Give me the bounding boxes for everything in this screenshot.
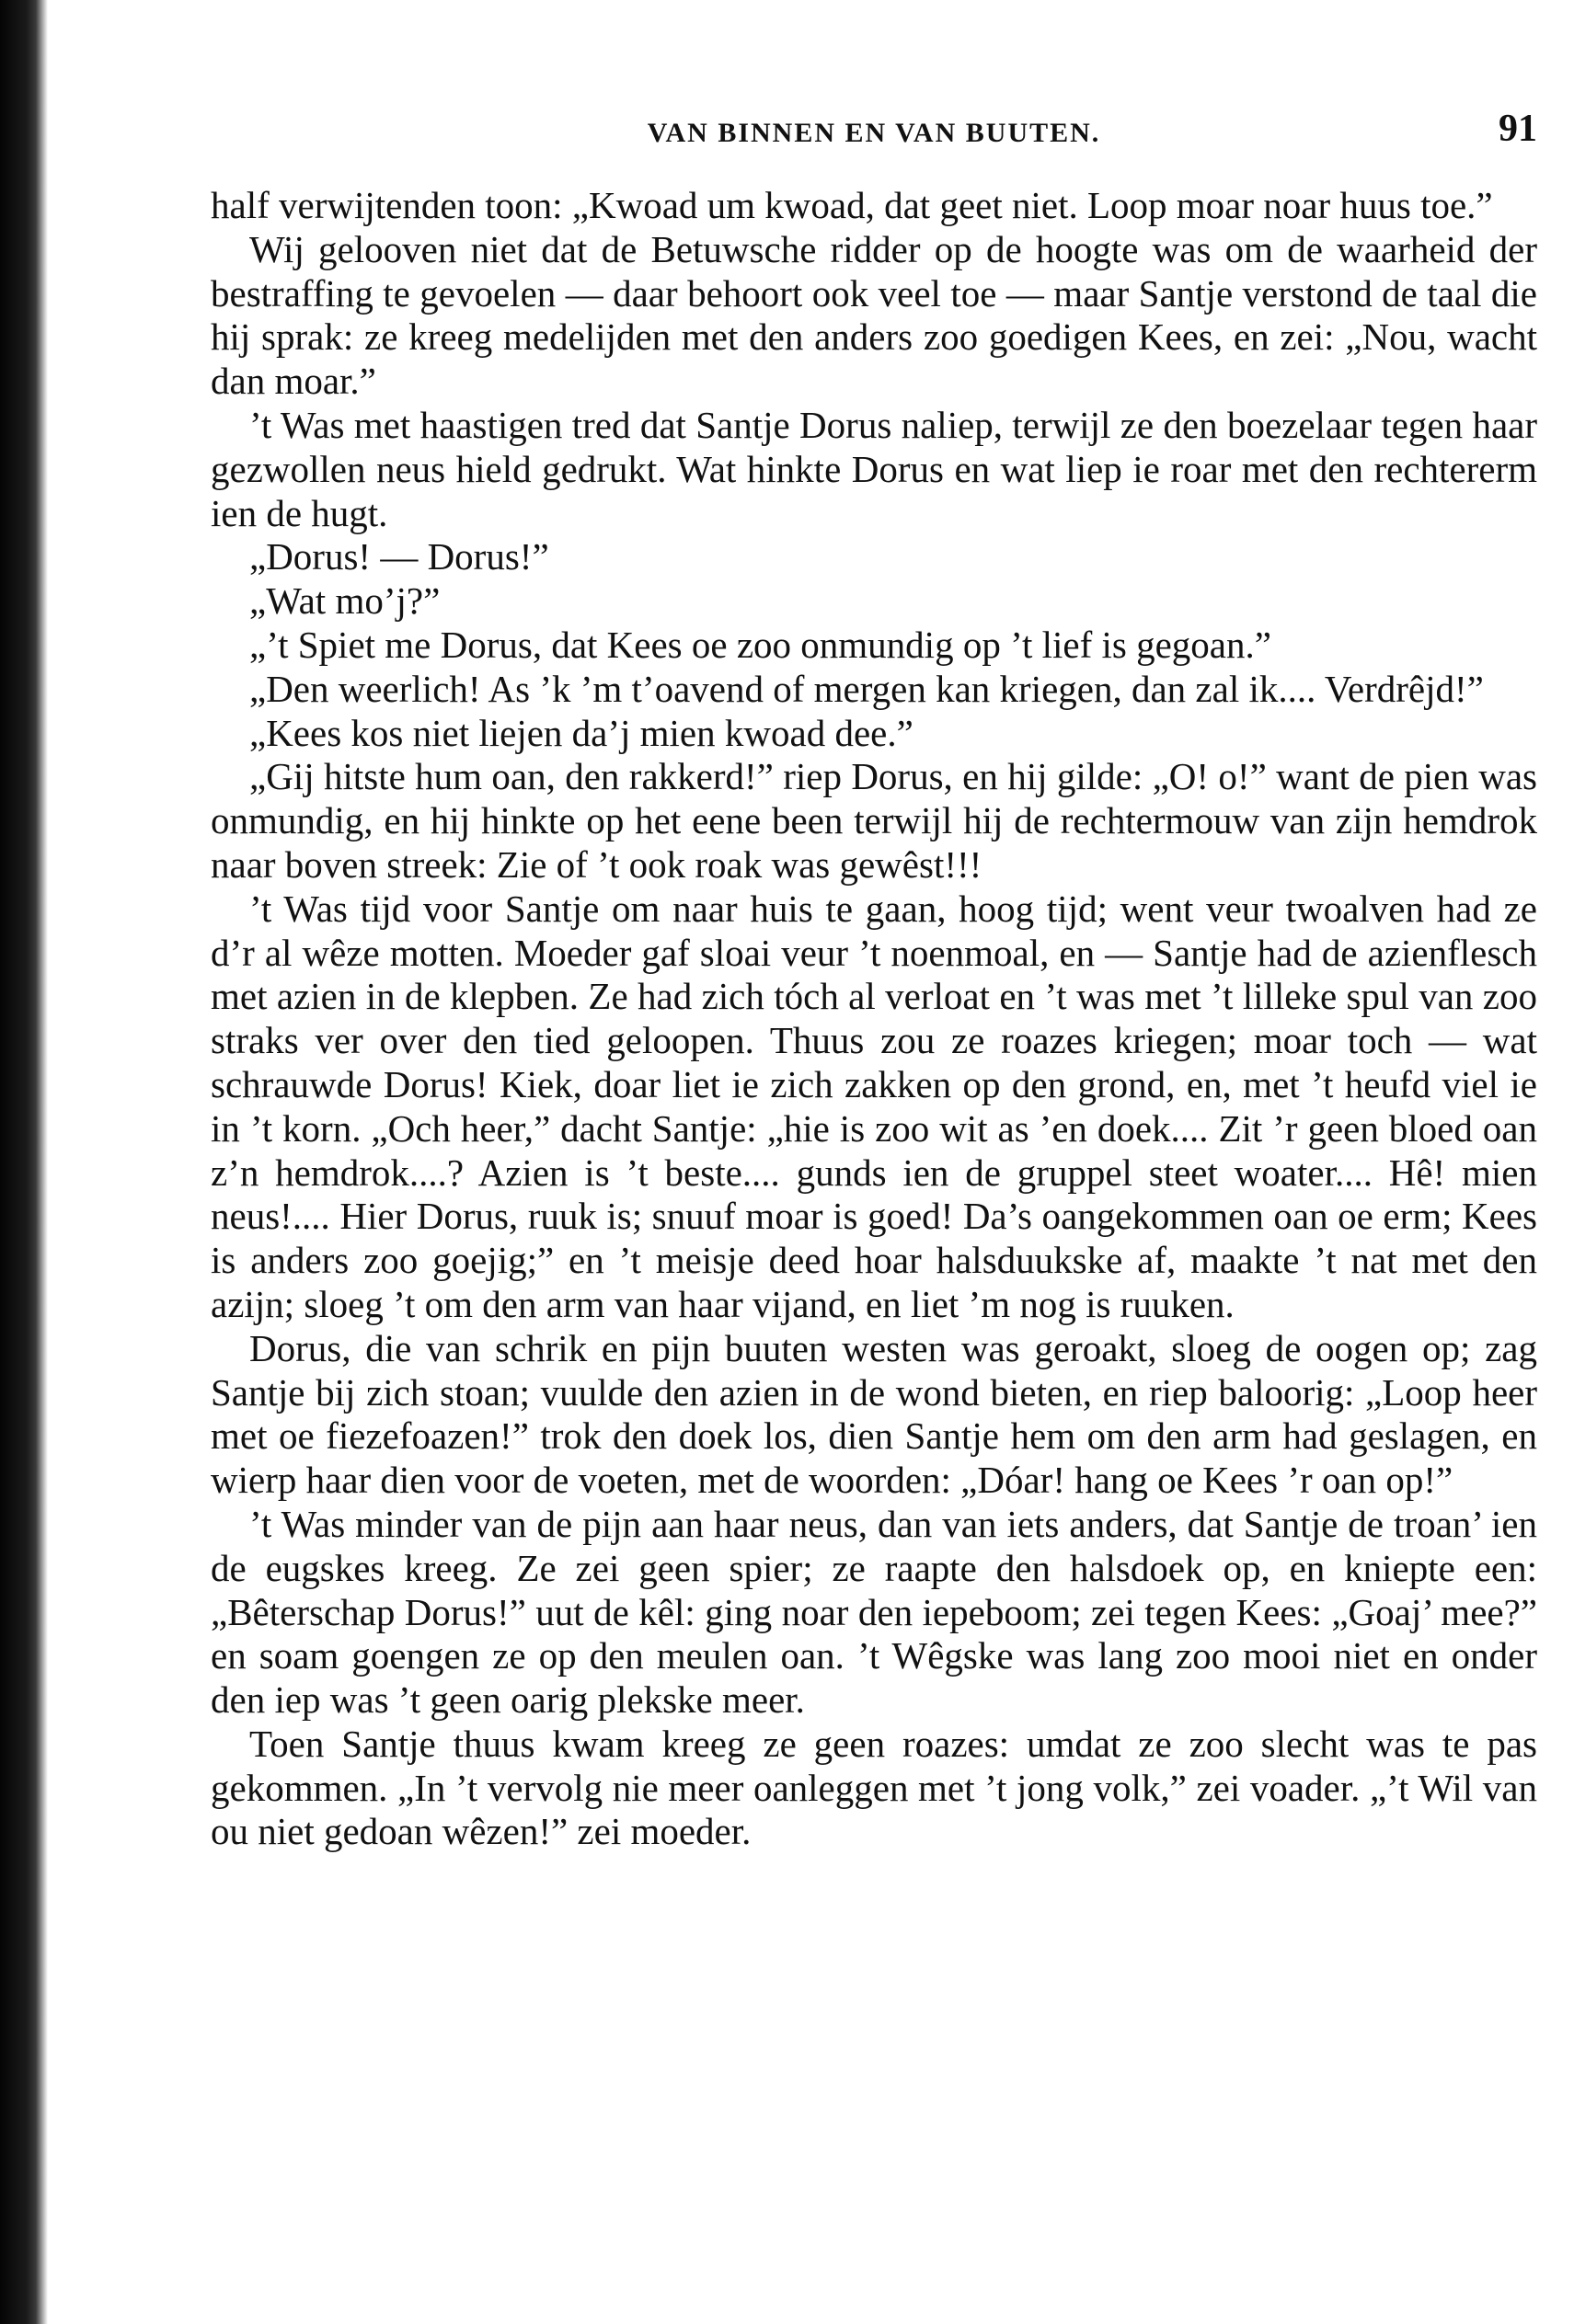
paragraph: ’t Was met haastigen tred dat Santje Dorus naliep, terwijl ze den boezelaar tegen haar gezwollen neus hield gedrukt. Wat hinkte Dorus en wat liep ie roar met den rechtererm ien de hugt. — [211, 403, 1537, 534]
paragraph: „Kees kos niet liejen da’j mien kwoad dee.” — [249, 711, 913, 754]
paragraph: Wij gelooven niet dat de Betuwsche ridder op de hoogte was om de waarheid der bestraffing te gevoelen — daar behoort ook veel toe — maar Santje verstond de taal die hij sprak: ze kreeg medelijden met den anders zoo goedigen Kees, en zei: „Nou, wacht dan moar.” — [211, 227, 1537, 403]
running-head — [211, 101, 1537, 153]
paragraph: „Dorus! — Dorus!” — [249, 535, 549, 578]
book-binding-edge — [0, 0, 48, 2324]
paragraph: „Wat mo’j?” — [249, 579, 441, 623]
paragraph: ’t Was tijd voor Santje om naar huis te gaan, hoog tijd; went veur twoalven had ze d’r al wêze motten. Moeder gaf sloai veur ’t noenmoal, en — Santje had de azienflesch met azien in de klepben. Ze had zich tóch al verloat en ’t was met ’t lilleke spul van zoo straks ver over den tied geloopen. Thuus zou ze roazes kriegen; moar toch — wat schrauwde Dorus! Kiek, doar liet ie zich zakken op den grond, en, met ’t heufd viel ie in ’t korn. „Och heer,” dacht Santje: „hie is zoo wit as ’en doek.... Zit ’r geen bloed oan z’n hemdrok....? Azien is ’t beste.... gunds ien de gruppel steet woater.... Hê! mien neus!.... Hier Dorus, ruuk is; snuuf moar is goed! Da’s oangekommen oan oe erm; Kees is anders zoo goejig;” en ’t meisje deed hoar halsduukske af, maakte ’t nat met den azijn; sloeg ’t om den arm van haar vijand, en liet ’m nog is ruuken. — [211, 887, 1537, 1325]
paragraph: Toen Santje thuus kwam kreeg ze geen roazes: umdat ze zoo slecht was te pas gekommen. „In ’t vervolg nie meer oanleggen met ’t jong volk,” zei voader. „’t Wil van ou niet gedoan wêzen!” zei moeder. — [211, 1722, 1537, 1853]
paragraph: Dorus, die van schrik en pijn buuten westen was geroakt, sloeg de oogen op; zag Santje bij zich stoan; vuulde den azien in de wond bieten, en riep baloorig: „Loop heer met oe fiezefoazen!” trok den doek los, dien Santje hem om den arm had geslagen, en wierp haar dien voor de voeten, met de woorden: „Dóar! hang oe Kees ’r oan op!” — [211, 1326, 1537, 1502]
paragraph: ’t Was minder van de pijn aan haar neus, dan van iets anders, dat Santje de troan’ ien de eugskes kreeg. Ze zei geen spier; ze raapte den halsdoek op, en kniepte een: „Bêterschap Dorus!” uut de kêl: ging noar den iepeboom; zei tegen Kees: „Goaj’ mee?” en soam goengen ze op den meulen oan. ’t Wêgske was lang zoo mooi niet en onder den iep was ’t geen oarig plekske meer. — [211, 1502, 1537, 1722]
paragraph: „Den weerlich! As ’k ’m t’oavend of mergen kan kriegen, dan zal ik.... Verdrêjd!” — [249, 667, 1484, 710]
paragraph: half verwijtenden toon: „Kwoad um kwoad, dat geet niet. Loop moar noar huus toe.” — [211, 184, 1493, 226]
running-title: VAN BINNEN EN VAN BUUTEN. — [647, 118, 1101, 148]
book-page — [211, 101, 1537, 2290]
page-number: 91 — [1499, 108, 1537, 150]
body-text — [211, 184, 1537, 1854]
paragraph: „Gij hitste hum oan, den rakkerd!” riep Dorus, en hij gilde: „O! o!” want de pien was onmundig, en hij hinkte op het eene been terwijl hij de rechtermouw van zijn hemdrok naar boven streek: Zie of ’t ook roak was gewêst!!! — [211, 755, 1537, 886]
paragraph: „’t Spiet me Dorus, dat Kees oe zoo onmundig op ’t lief is gegoan.” — [249, 623, 1271, 666]
